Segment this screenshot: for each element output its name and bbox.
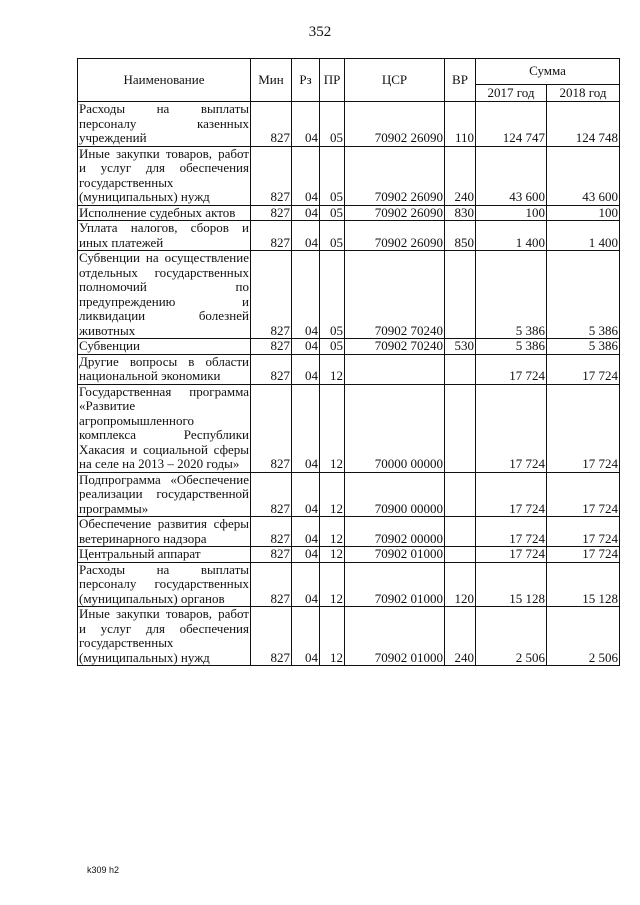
cell-min: 827: [251, 221, 292, 251]
cell-rz: 04: [292, 607, 320, 666]
cell-rz: 04: [292, 339, 320, 355]
cell-2017: 124 747: [476, 102, 547, 147]
cell-rz: 04: [292, 251, 320, 339]
cell-pr: 12: [320, 607, 345, 666]
cell-vr: 530: [445, 339, 476, 355]
cell-2017: 100: [476, 205, 547, 221]
cell-csr: 70902 70240: [345, 251, 445, 339]
table-row: [78, 221, 620, 251]
cell-min: 827: [251, 517, 292, 547]
cell-name: Исполнение судебных актов: [78, 205, 251, 221]
header-rz: Рз: [292, 59, 320, 102]
cell-name: Государственная программа «Развитие агропромышленного комплекса Республики Хакасия и социальной сферы на селе на 2013 – 2020 годы»: [79, 383, 249, 471]
cell-name: Подпрограмма «Обеспечение реализации государственной программы»: [79, 471, 249, 516]
cell-name: Обеспечение развития сферы ветеринарного надзора: [79, 516, 249, 546]
cell-2017: 17 724: [476, 384, 547, 472]
table-row: [78, 102, 620, 147]
cell-pr: 12: [320, 384, 345, 472]
cell-min: 827: [251, 384, 292, 472]
header-vr: ВР: [445, 59, 476, 102]
cell-pr: 05: [320, 221, 345, 251]
cell-pr: 05: [320, 339, 345, 355]
table-row: [78, 339, 620, 355]
cell-vr: 120: [445, 562, 476, 607]
cell-pr: 05: [320, 205, 345, 221]
table-row: [78, 517, 620, 547]
table-row: [78, 547, 620, 563]
cell-min: 827: [251, 251, 292, 339]
table-row: [78, 607, 620, 666]
table-body: [78, 102, 620, 666]
cell-2018: 43 600: [547, 146, 620, 205]
cell-name: Иные закупки товаров, работ и услуг для обеспечения государственных (муниципальных) нужд: [79, 145, 249, 204]
cell-name: Субвенции на осуществление отдельных государственных полномочий по предупреждению и ликвидации болезней животных: [79, 250, 249, 338]
header-csr: ЦСР: [345, 59, 445, 102]
cell-name: Уплата налогов, сборов и иных платежей: [79, 220, 249, 250]
cell-pr: 12: [320, 472, 345, 517]
cell-vr: 240: [445, 146, 476, 205]
header-2018: 2018 год: [547, 84, 620, 101]
cell-csr: 70902 01000: [345, 607, 445, 666]
cell-vr: [445, 472, 476, 517]
cell-pr: 05: [320, 146, 345, 205]
cell-csr: 70900 00000: [345, 472, 445, 517]
cell-2018: 17 724: [547, 384, 620, 472]
cell-2017: 2 506: [476, 607, 547, 666]
cell-min: 827: [251, 339, 292, 355]
cell-pr: 12: [320, 517, 345, 547]
cell-min: 827: [251, 102, 292, 147]
cell-2018: 15 128: [547, 562, 620, 607]
cell-2018: 17 724: [547, 472, 620, 517]
cell-2018: 5 386: [547, 339, 620, 355]
cell-pr: 12: [320, 547, 345, 563]
header-2017: 2017 год: [476, 84, 547, 101]
cell-pr: 12: [320, 562, 345, 607]
cell-name: Расходы на выплаты персоналу государственных (муниципальных) органов: [79, 561, 249, 606]
cell-min: 827: [251, 562, 292, 607]
cell-csr: 70902 26090: [345, 146, 445, 205]
cell-csr: 70902 26090: [345, 102, 445, 147]
cell-2018: 100: [547, 205, 620, 221]
cell-csr: 70902 01000: [345, 562, 445, 607]
cell-rz: 04: [292, 146, 320, 205]
table-row: [78, 562, 620, 607]
cell-rz: 04: [292, 562, 320, 607]
cell-min: 827: [251, 472, 292, 517]
header-sum: Сумма: [476, 59, 620, 85]
cell-2018: 17 724: [547, 547, 620, 563]
cell-min: 827: [251, 205, 292, 221]
table-row: [78, 384, 620, 472]
table-row: [78, 205, 620, 221]
cell-vr: [445, 354, 476, 384]
header-name: Наименование: [78, 59, 251, 102]
cell-rz: 04: [292, 547, 320, 563]
cell-2017: 5 386: [476, 251, 547, 339]
table-row: [78, 251, 620, 339]
cell-rz: 04: [292, 102, 320, 147]
cell-2017: 43 600: [476, 146, 547, 205]
cell-vr: 240: [445, 607, 476, 666]
cell-vr: [445, 384, 476, 472]
cell-vr: 830: [445, 205, 476, 221]
cell-min: 827: [251, 547, 292, 563]
cell-vr: [445, 251, 476, 339]
table-row: [78, 354, 620, 384]
cell-2017: 5 386: [476, 339, 547, 355]
header-min: Мин: [251, 59, 292, 102]
cell-csr: [345, 354, 445, 384]
cell-2018: 5 386: [547, 251, 620, 339]
cell-rz: 04: [292, 205, 320, 221]
cell-vr: 850: [445, 221, 476, 251]
cell-csr: 70902 26090: [345, 221, 445, 251]
cell-pr: 05: [320, 102, 345, 147]
cell-pr: 12: [320, 354, 345, 384]
cell-name: Субвенции: [78, 339, 251, 355]
cell-2018: 1 400: [547, 221, 620, 251]
cell-rz: 04: [292, 517, 320, 547]
cell-2017: 17 724: [476, 547, 547, 563]
cell-2018: 17 724: [547, 517, 620, 547]
cell-2018: 2 506: [547, 607, 620, 666]
cell-csr: 70902 26090: [345, 205, 445, 221]
cell-rz: 04: [292, 221, 320, 251]
cell-vr: [445, 517, 476, 547]
cell-name: Центральный аппарат: [78, 547, 251, 563]
header-pr: ПР: [320, 59, 345, 102]
cell-2017: 17 724: [476, 354, 547, 384]
cell-csr: 70902 70240: [345, 339, 445, 355]
cell-min: 827: [251, 146, 292, 205]
table-row: [78, 472, 620, 517]
cell-name: Расходы на выплаты персоналу казенных учреждений: [79, 101, 249, 145]
cell-2017: 17 724: [476, 517, 547, 547]
document-code: k309 h2: [87, 865, 120, 875]
cell-rz: 04: [292, 384, 320, 472]
cell-csr: 70000 00000: [345, 384, 445, 472]
cell-2017: 17 724: [476, 472, 547, 517]
cell-vr: 110: [445, 102, 476, 147]
budget-table: [77, 58, 620, 666]
cell-min: 827: [251, 354, 292, 384]
cell-rz: 04: [292, 354, 320, 384]
table-row: [78, 146, 620, 205]
page-number: 352: [308, 24, 332, 40]
cell-min: 827: [251, 607, 292, 666]
cell-2018: 17 724: [547, 354, 620, 384]
cell-name: Другие вопросы в области национальной экономики: [79, 353, 249, 383]
cell-2017: 1 400: [476, 221, 547, 251]
cell-2018: 124 748: [547, 102, 620, 147]
cell-2017: 15 128: [476, 562, 547, 607]
cell-csr: 70902 01000: [345, 547, 445, 563]
cell-name: Иные закупки товаров, работ и услуг для обеспечения государственных (муниципальных) нужд: [79, 606, 249, 665]
cell-rz: 04: [292, 472, 320, 517]
cell-vr: [445, 547, 476, 563]
cell-csr: 70902 00000: [345, 517, 445, 547]
cell-pr: 05: [320, 251, 345, 339]
